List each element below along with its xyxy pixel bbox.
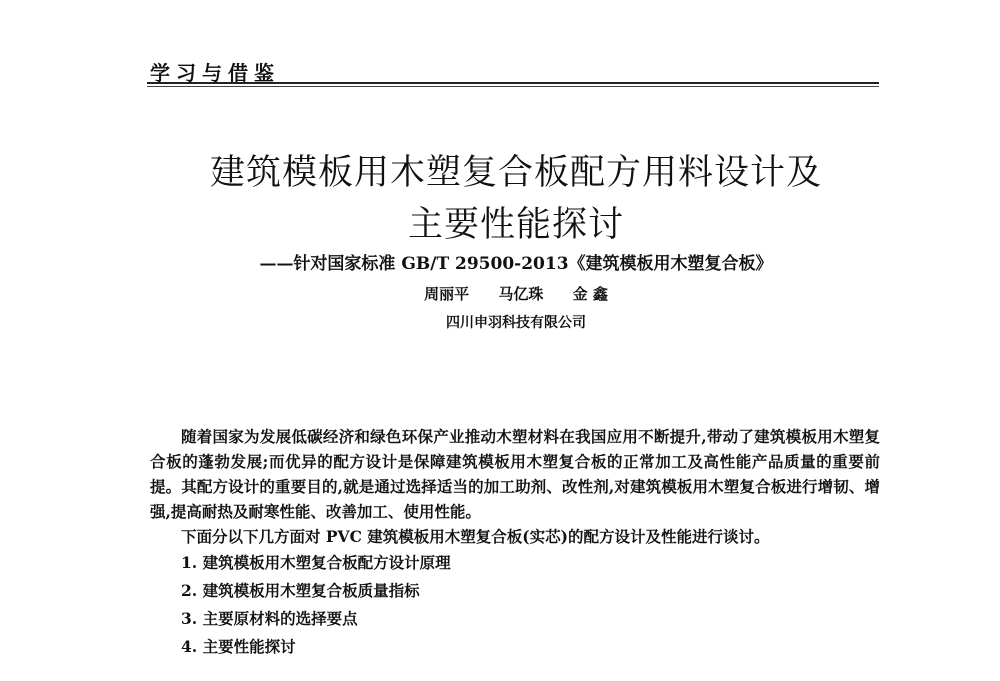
list-item: 4. 主要性能探讨: [181, 637, 296, 656]
list-item: 1. 建筑模板用木塑复合板配方设计原理: [181, 553, 451, 572]
article-body: [150, 424, 880, 661]
article-subtitle: ——针对国家标准 GB/T 29500-2013《建筑模板用木塑复合板》: [259, 254, 773, 274]
running-header: 学习与借鉴: [150, 61, 280, 85]
author-name: 金 鑫: [572, 285, 608, 303]
author-name: 周丽平: [424, 285, 470, 303]
author-name: 马亿珠: [498, 285, 544, 303]
list-item: 3. 主要原材料的选择要点: [181, 609, 358, 628]
list-item: 2. 建筑模板用木塑复合板质量指标: [181, 581, 420, 600]
body-paragraph: 下面分以下几方面对 PVC 建筑模板用木塑复合板(实芯)的配方设计及性能进行谈讨。: [181, 527, 770, 546]
section-outline-list: [150, 549, 880, 661]
header-rule-thin: [147, 86, 879, 87]
article-title-line1: 建筑模板用木塑复合板配方用料设计及: [209, 153, 822, 193]
body-paragraph: 随着国家为发展低碳经济和绿色环保产业推动木塑材料在我国应用不断提升,带动了建筑模板用木塑复合板的蓬勃发展;而优异的配方设计是保障建筑模板用木塑复合板的正常加工及高性能产品质量的重要前提。其配方设计的重要目的,就是通过选择适当的加工助剂、改性剂,对建筑模板用木塑复合板进行增韧、增强,提高耐热及耐寒性能、改善加工、使用性能。: [150, 427, 880, 521]
article-title-line2: 主要性能探讨: [407, 205, 624, 245]
author-list: [150, 284, 882, 304]
author-affiliation: 四川申羽科技有限公司: [446, 315, 586, 331]
header-rule: [147, 82, 879, 84]
